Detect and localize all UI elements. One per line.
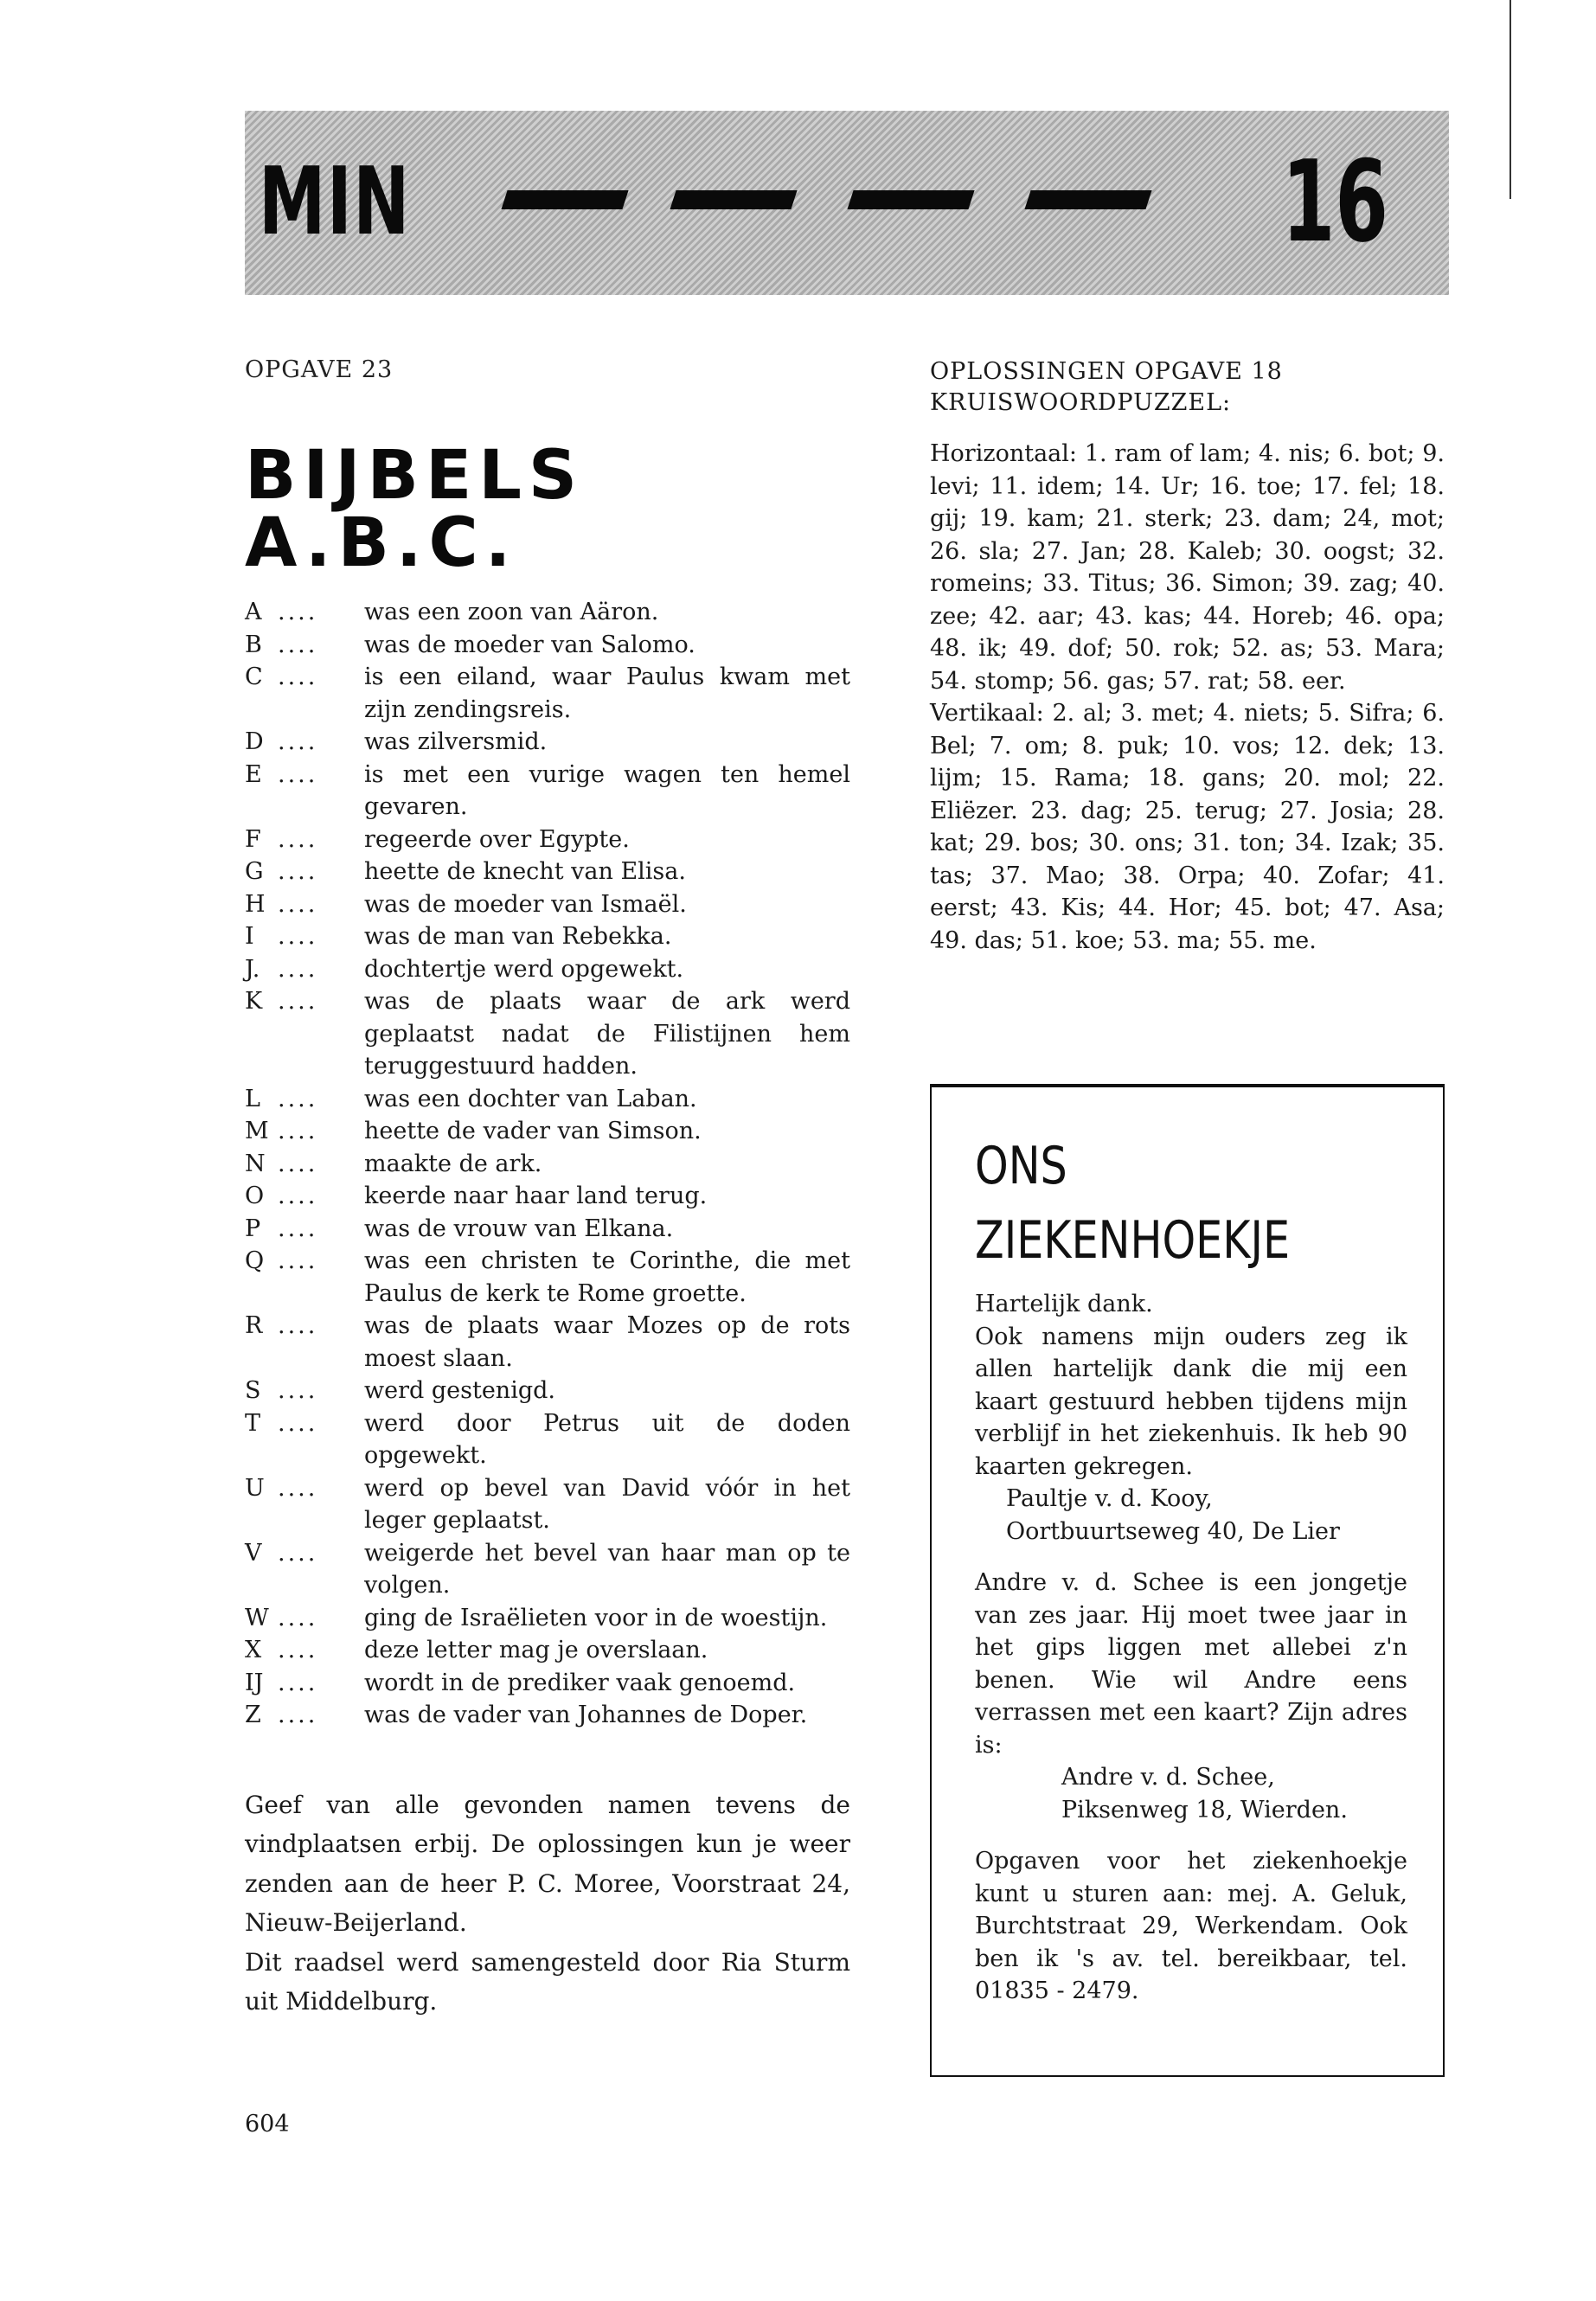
abc-dots: ....	[278, 1702, 318, 1728]
abc-clue: keerde naar haar land terug.	[364, 1183, 708, 1209]
abc-clue: was de vader van Johannes de Doper.	[364, 1702, 808, 1728]
abc-item	[245, 1634, 850, 1667]
abc-clue: was de man van Rebekka.	[364, 923, 672, 950]
abc-dots: ....	[278, 1637, 318, 1663]
abc-letter: I	[245, 923, 254, 950]
abc-dots: ....	[278, 1183, 318, 1209]
abc-clue: werd door Petrus uit de doden opgewekt.	[364, 1409, 850, 1469]
thanks-paragraph: Ook namens mijn ouders zeg ik allen hartelijk dank die mij een kaart gestuurd hebben tijdens mijn verblijf in het ziekenhuis. Ik heb 90 kaarten gekregen.	[975, 1323, 1407, 1480]
abc-letter: L	[245, 1085, 260, 1112]
abc-dots: ....	[278, 631, 318, 658]
abc-clue: was een christen te Corinthe, die met Paulus de kerk te Rome groette.	[364, 1247, 850, 1307]
address-name: Andre v. d. Schee,	[1061, 1764, 1275, 1791]
abc-clue: wordt in de prediker vaak genoemd.	[364, 1669, 796, 1696]
abc-dots: ....	[278, 1118, 318, 1144]
abc-letter: IJ	[245, 1669, 264, 1696]
abc-clue: was de moeder van Ismaël.	[364, 890, 687, 918]
abc-dots: ....	[278, 1377, 318, 1404]
abc-clue: regeerde over Egypte.	[364, 825, 630, 853]
abc-item	[245, 1245, 850, 1310]
abc-clue: was een zoon van Aäron.	[364, 599, 659, 625]
section-banner	[245, 111, 1449, 295]
ziekenhoekje-body	[975, 1288, 1407, 2008]
abc-item	[245, 1699, 850, 1732]
abc-dots: ....	[278, 825, 318, 853]
abc-clue: was de vrouw van Elkana.	[364, 1215, 674, 1242]
vertikaal-solutions: Vertikaal: 2. al; 3. met; 4. niets; 5. Sifra; 6. Bel; 7. om; 8. puk; 10. vos; 12. dek; 13. lijm; 15. Rama; 18. gans; 20. mol; 22. Eliëzer. 23. dag; 25. terug; 27. Josia; 28. kat; 29. bos; 30. ons; 31. ton; 34. Izak; 35. tas; 37. Mao; 38. Orpa; 40. Zofar; 41. eerst; 43. Kis; 44. Hor; 45. bot; 47. Asa; 49. das; 51. koe; 53. ma; 55. me.	[930, 700, 1445, 954]
abc-clue: was zilversmid.	[364, 728, 548, 755]
abc-letter: D	[245, 728, 264, 755]
signature-name: Paultje v. d. Kooy,	[1006, 1485, 1213, 1512]
abc-item	[245, 1213, 850, 1246]
abc-letter: F	[245, 825, 261, 853]
abc-item	[245, 759, 850, 824]
abc-item	[245, 1472, 850, 1537]
abc-letter: J.	[245, 955, 260, 983]
abc-item	[245, 1310, 850, 1375]
abc-item	[245, 1180, 850, 1213]
page-edge-line	[1509, 0, 1511, 199]
request-paragraph: Andre v. d. Schee is een jongetje van zes jaar. Hij moet twee jaar in het gips liggen met allebei z'n benen. Wie wil Andre eens verrassen met een kaart? Zijn adres is:	[975, 1569, 1407, 1759]
abc-letter: Z	[245, 1702, 261, 1728]
banner-page-number: 16	[1281, 136, 1388, 267]
abc-dots: ....	[278, 1312, 318, 1339]
abc-dots: ....	[278, 1539, 318, 1567]
abc-clue: werd gestenigd.	[364, 1377, 555, 1404]
banner-dash	[847, 190, 974, 209]
abc-letter: A	[245, 599, 262, 625]
abc-dots: ....	[278, 890, 318, 918]
abc-dots: ....	[278, 955, 318, 983]
abc-dots: ....	[278, 1247, 318, 1274]
abc-clue: werd op bevel van David vóór in het leger geplaatst.	[364, 1474, 850, 1534]
abc-dots: ....	[278, 1409, 318, 1437]
abc-dots: ....	[278, 728, 318, 755]
abc-dots: ....	[278, 663, 318, 690]
abc-clue: is met een vurige wagen ten hemel gevaren.	[364, 760, 850, 820]
abc-letter: E	[245, 760, 262, 788]
abc-dots: ....	[278, 599, 318, 625]
banner-dash	[1024, 190, 1151, 209]
abc-clue: is een eiland, waar Paulus kwam met zijn zendingsreis.	[364, 663, 850, 723]
abc-letter: C	[245, 663, 263, 690]
abc-item	[245, 888, 850, 921]
abc-clue: ging de Israëlieten voor in de woestijn.	[364, 1604, 828, 1631]
abc-item	[245, 824, 850, 856]
abc-dots: ....	[278, 858, 318, 885]
banner-dash	[670, 190, 797, 209]
abc-letter: V	[245, 1539, 262, 1567]
abc-item	[245, 953, 850, 986]
signature-address: Oortbuurtseweg 40, De Lier	[1006, 1517, 1340, 1545]
abc-clue: heette de vader van Simson.	[364, 1118, 702, 1144]
address-street: Piksenweg 18, Wierden.	[1061, 1796, 1348, 1823]
abc-letter: K	[245, 988, 263, 1015]
abc-dots: ....	[278, 923, 318, 950]
abc-letter: O	[245, 1183, 265, 1209]
abc-letter: H	[245, 890, 266, 918]
abc-dots: ....	[278, 1150, 318, 1177]
abc-dots: ....	[278, 1085, 318, 1112]
solutions-subheading: KRUISWOORDPUZZEL:	[930, 389, 1232, 416]
abc-clue: weigerde het bevel van haar man op te volgen.	[364, 1539, 850, 1599]
abc-clue: dochtertje werd opgewekt.	[364, 955, 684, 983]
thanks-line: Hartelijk dank.	[975, 1291, 1153, 1317]
abc-clue: was de moeder van Salomo.	[364, 631, 695, 658]
abc-item	[245, 856, 850, 888]
abc-clue: was de plaats waar de ark werd geplaatst nadat de Filistijnen hem teruggestuurd hadden.	[364, 988, 850, 1080]
instructions-paragraph: Geef van alle gevonden namen tevens de vindplaatsen erbij. De oplossingen kun je weer zenden aan de heer P. C. Moree, Voorstraat 24, Nieuw-Beijerland.	[245, 1790, 850, 1937]
abc-item	[245, 629, 850, 662]
abc-item	[245, 1375, 850, 1407]
abc-clue: was een dochter van Laban.	[364, 1085, 697, 1112]
abc-dots: ....	[278, 1669, 318, 1696]
abc-item	[245, 726, 850, 759]
abc-item	[245, 1407, 850, 1472]
abc-clue: heette de knecht van Elisa.	[364, 858, 686, 885]
abc-letter: G	[245, 858, 264, 885]
abc-item	[245, 1602, 850, 1635]
puzzle-title: BIJBELS A.B.C.	[245, 437, 585, 582]
abc-item	[245, 985, 850, 1083]
opgave-label: OPGAVE 23	[245, 356, 394, 383]
abc-dots: ....	[278, 1604, 318, 1631]
credits-paragraph: Dit raadsel werd samengesteld door Ria Sturm uit Middelburg.	[245, 1947, 850, 2016]
banner-dash	[501, 190, 628, 209]
solutions-body	[930, 438, 1445, 957]
abc-letter: R	[245, 1312, 263, 1339]
abc-letter: N	[245, 1150, 266, 1177]
ziekenhoekje-box	[930, 1084, 1445, 2077]
abc-dots: ....	[278, 1474, 318, 1502]
abc-letter: B	[245, 631, 262, 658]
abc-item	[245, 1148, 850, 1181]
abc-letter: Q	[245, 1247, 265, 1274]
abc-clue: maakte de ark.	[364, 1150, 542, 1177]
banner-left-text: MIN	[259, 148, 411, 256]
abc-dots: ....	[278, 760, 318, 788]
abc-item	[245, 1537, 850, 1602]
abc-letter: U	[245, 1474, 265, 1502]
abc-clue: deze letter mag je overslaan.	[364, 1637, 708, 1663]
abc-item	[245, 1667, 850, 1700]
puzzle-instructions	[245, 1785, 850, 2022]
abc-letter: W	[245, 1604, 269, 1631]
contact-paragraph: Opgaven voor het ziekenhoekje kunt u sturen aan: mej. A. Geluk, Burchtstraat 29, Werkendam. Ook ben ik 's av. tel. bereikbaar, tel. 01835 - 2479.	[975, 1848, 1407, 2004]
right-column	[930, 356, 1445, 957]
abc-dots: ....	[278, 988, 318, 1015]
ziekenhoekje-title-line1: ONS	[975, 1136, 1067, 1196]
abc-item	[245, 1083, 850, 1116]
abc-item	[245, 920, 850, 953]
abc-list	[245, 596, 850, 1732]
ziekenhoekje-title-line2: ZIEKENHOEKJE	[975, 1210, 1291, 1271]
left-column	[245, 356, 850, 2022]
solutions-heading: OPLOSSINGEN OPGAVE 18	[930, 358, 1283, 385]
abc-letter: X	[245, 1637, 262, 1663]
ziekenhoekje-title	[975, 1129, 1290, 1278]
abc-item	[245, 596, 850, 629]
abc-item	[245, 1115, 850, 1148]
page-number: 604	[245, 2111, 290, 2138]
abc-clue: was de plaats waar Mozes op de rots moest slaan.	[364, 1312, 850, 1372]
abc-letter: M	[245, 1118, 269, 1144]
abc-dots: ....	[278, 1215, 318, 1242]
horizontaal-solutions: Horizontaal: 1. ram of lam; 4. nis; 6. bot; 9. levi; 11. idem; 14. Ur; 16. toe; 17. fel; 18. gij; 19. kam; 21. sterk; 23. dam; 24, mot; 26. sla; 27. Jan; 28. Kaleb; 30. oogst; 32. romeins; 33. Titus; 36. Simon; 39. zag; 40. zee; 42. aar; 43. kas; 44. Horeb; 46. opa; 48. ik; 49. dof; 50. rok; 52. as; 53. Mara; 54. stomp; 56. gas; 57. rat; 58. eer.	[930, 440, 1445, 695]
abc-letter: S	[245, 1377, 261, 1404]
abc-letter: P	[245, 1215, 261, 1242]
abc-item	[245, 661, 850, 726]
abc-letter: T	[245, 1409, 261, 1437]
